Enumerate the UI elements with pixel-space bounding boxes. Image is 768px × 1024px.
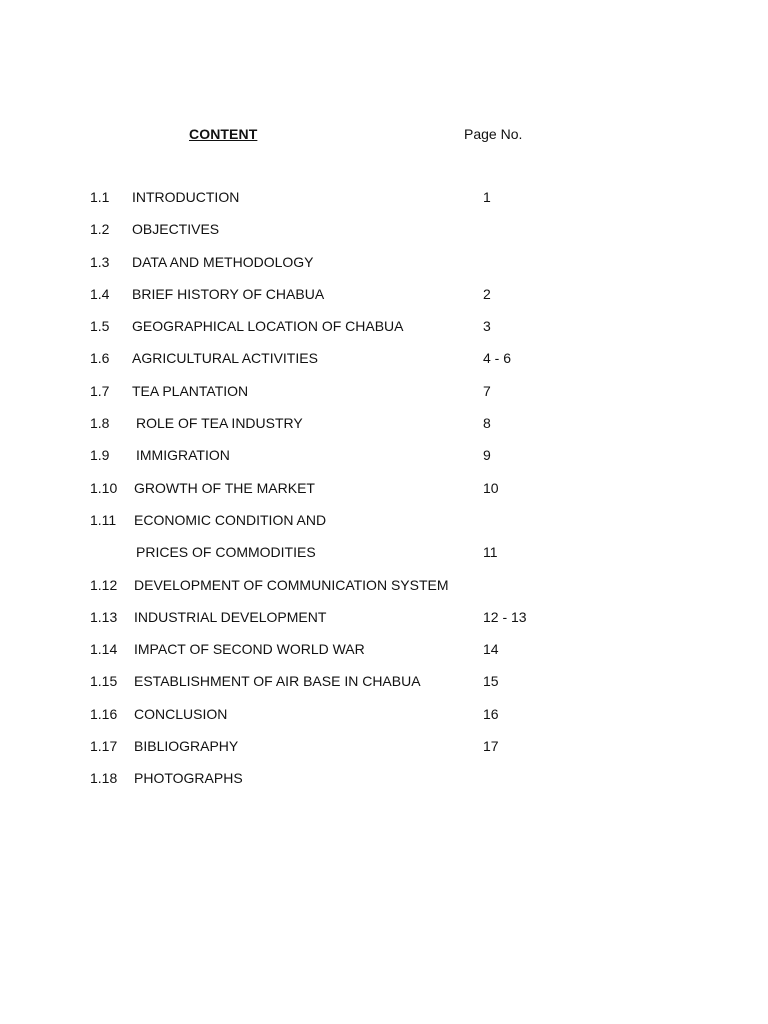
toc-entry [0, 350, 768, 382]
toc-entry-number: 1.1 [90, 189, 110, 205]
toc-entry-page: 11 [483, 544, 498, 561]
toc-entry-number: 1.16 [90, 705, 118, 722]
toc-entry-page: 2 [483, 285, 491, 302]
toc-entry [0, 318, 768, 350]
toc-entry [0, 673, 768, 705]
toc-entry-page: 3 [483, 318, 491, 335]
toc-entry [0, 415, 768, 447]
toc-entry-number: 1.4 [90, 285, 110, 302]
toc-entry-page: 8 [483, 415, 491, 432]
toc-entry-number: 1.15 [90, 673, 118, 690]
page-number-heading: Page No. [464, 126, 523, 142]
toc-entry-title: IMMIGRATION [136, 447, 230, 464]
toc-entry-title: DEVELOPMENT OF COMMUNICATION SYSTEM [134, 576, 449, 593]
toc-entry-title: GROWTH OF THE MARKET [134, 479, 315, 496]
toc-entry-title: IMPACT OF SECOND WORLD WAR [134, 641, 365, 658]
toc-entry-page: 14 [483, 641, 499, 658]
toc-entry [0, 383, 768, 415]
toc-entry-page: 1 [483, 189, 491, 205]
toc-entry-title: DATA AND METHODOLOGY [132, 253, 314, 270]
toc-entry-title: CONCLUSION [134, 705, 228, 722]
toc-entry-number: 1.14 [90, 641, 118, 658]
toc-entry-number: 1.2 [90, 221, 110, 238]
toc-entry [0, 254, 768, 286]
toc-entry-title: PHOTOGRAPHS [134, 770, 243, 787]
toc-entry-title: ESTABLISHMENT OF AIR BASE IN CHABUA [134, 673, 421, 690]
toc-entry-number: 1.10 [90, 479, 118, 496]
toc-entry-page: 10 [483, 479, 499, 496]
toc-entry [0, 770, 768, 802]
toc-entry [0, 286, 768, 318]
toc-entry-title: ROLE OF TEA INDUSTRY [136, 415, 303, 432]
toc-entry-title: ECONOMIC CONDITION AND [134, 511, 327, 528]
toc-entry-number: 1.9 [90, 447, 110, 464]
toc-entry-page: 15 [483, 673, 499, 690]
toc-entry-page: 4 - 6 [483, 350, 512, 367]
toc-entry-number: 1.7 [90, 382, 110, 399]
toc-entry [0, 480, 768, 512]
toc-entry-page: 9 [483, 447, 491, 464]
toc-entry-title: TEA PLANTATION [132, 382, 249, 399]
toc-entry-number: 1.6 [90, 350, 110, 367]
toc-entry [0, 447, 768, 479]
toc-entry-number: 1.13 [90, 608, 118, 625]
toc-entry-number: 1.11 [90, 511, 117, 528]
toc-entry-title: BIBLIOGRAPHY [134, 738, 239, 755]
toc-entry-title: BRIEF HISTORY OF CHABUA [132, 285, 325, 302]
toc-entry-title: GEOGRAPHICAL LOCATION OF CHABUA [132, 318, 404, 335]
toc-entry-number: 1.12 [90, 576, 118, 593]
toc-entry [0, 706, 768, 738]
toc-entry-number: 1.5 [90, 318, 110, 335]
toc-entry-number: 1.18 [90, 770, 118, 787]
toc-entry [0, 609, 768, 641]
toc-entry-page: 12 - 13 [483, 608, 527, 625]
toc-entry-title: AGRICULTURAL ACTIVITIES [132, 350, 318, 367]
contents-heading: CONTENT [189, 126, 258, 142]
toc-entry-page: 7 [483, 382, 491, 399]
toc-entry-number: 1.8 [90, 415, 110, 432]
toc-entry [0, 577, 768, 609]
toc-entry-page: 16 [483, 705, 499, 722]
toc-entry [0, 189, 768, 221]
toc-entry [0, 512, 768, 544]
toc-entry-page: 17 [483, 738, 499, 755]
toc-entry [0, 738, 768, 770]
toc-entry-title: PRICES OF COMMODITIES [136, 544, 316, 561]
toc-entry [0, 641, 768, 673]
toc-entry-title: INTRODUCTION [132, 189, 240, 205]
toc-entry-number: 1.17 [90, 738, 118, 755]
table-of-contents [0, 189, 768, 803]
toc-entry-title: INDUSTRIAL DEVELOPMENT [134, 608, 327, 625]
toc-entry-number: 1.3 [90, 253, 110, 270]
toc-entry-continuation [0, 544, 768, 576]
toc-entry [0, 221, 768, 253]
toc-entry-title: OBJECTIVES [132, 221, 220, 238]
